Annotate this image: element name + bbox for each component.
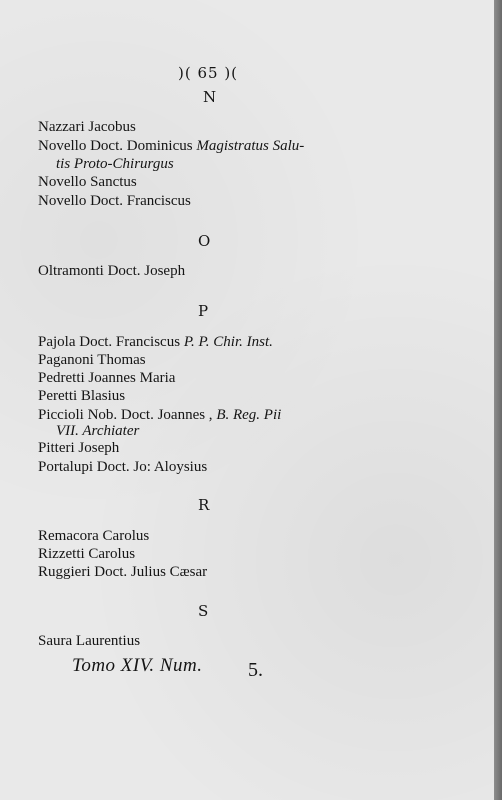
entry-pedretti: Pedretti Joannes Maria bbox=[38, 370, 176, 386]
entry-name: Novello Doct. Dominicus bbox=[38, 138, 193, 154]
entry-rizzetti: Rizzetti Carolus bbox=[38, 546, 136, 562]
page-edge-shadow bbox=[494, 0, 502, 800]
entry-title: Magistratus Salu- bbox=[196, 138, 305, 154]
entry-remacora: Remacora Carolus bbox=[38, 528, 150, 544]
entry-title-continued: tis Proto-Chirurgus bbox=[56, 156, 174, 172]
section-letter-s: S bbox=[198, 602, 209, 620]
section-letter-n: N bbox=[203, 88, 217, 106]
signature-number: 5. bbox=[248, 659, 263, 681]
entry-pitteri: Pitteri Joseph bbox=[38, 440, 120, 456]
section-letter-p: P bbox=[198, 302, 209, 320]
entry-novello-sanctus: Novello Sanctus bbox=[38, 174, 137, 190]
entry-novello-franciscus: Novello Doct. Franciscus bbox=[38, 193, 191, 209]
signature-mark: Tomo XIV. Num. bbox=[72, 655, 203, 676]
entry-pajola bbox=[38, 334, 273, 351]
entry-title: P. P. Chir. Inst. bbox=[183, 334, 273, 350]
entry-title: B. Reg. Pii bbox=[216, 407, 282, 423]
entry-peretti: Peretti Blasius bbox=[38, 388, 126, 404]
entry-saura: Saura Laurentius bbox=[38, 633, 141, 649]
entry-name: Piccioli Nob. Doct. Joannes , bbox=[38, 407, 213, 423]
entry-oltramonti: Oltramonti Doct. Joseph bbox=[38, 263, 186, 279]
entry-paganoni: Paganoni Thomas bbox=[38, 352, 146, 368]
entry-piccioli bbox=[38, 407, 281, 424]
entry-ruggieri: Ruggieri Doct. Julius Cæsar bbox=[38, 564, 208, 580]
entry-name: Pajola Doct. Franciscus bbox=[38, 334, 181, 350]
page-number: )( 65 )( bbox=[178, 64, 239, 82]
entry-nazzari: Nazzari Jacobus bbox=[38, 119, 136, 135]
section-letter-r: R bbox=[198, 496, 210, 514]
section-letter-o: O bbox=[198, 232, 211, 250]
entry-title-continued: VII. Archiater bbox=[56, 423, 140, 439]
entry-portalupi: Portalupi Doct. Jo: Aloysius bbox=[38, 459, 208, 475]
entry-novello-dominicus bbox=[38, 138, 304, 155]
